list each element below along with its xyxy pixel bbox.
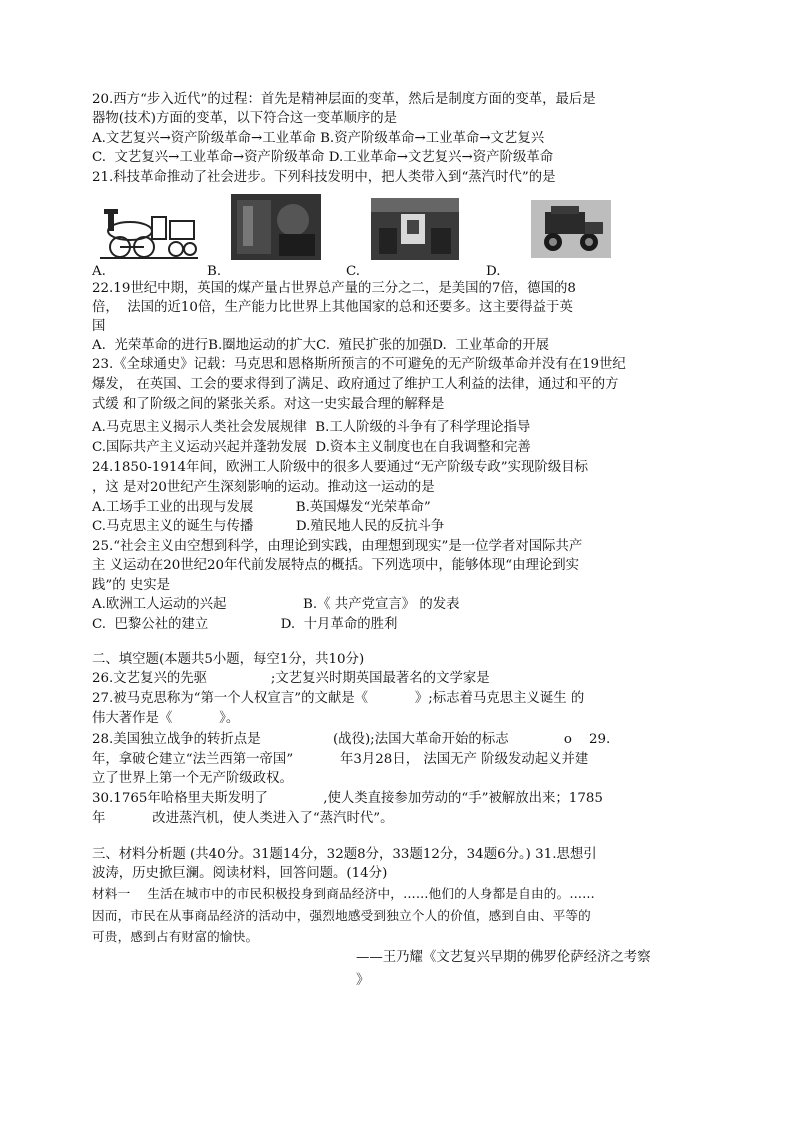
- q21-option-b-label: B.: [207, 264, 222, 279]
- q21-option-c-label: C.: [346, 264, 361, 279]
- q22-stem-line1: 22.19世纪中期，英国的煤产量占世界总产量的三分之二，是美国的7倍，德国的8: [92, 281, 576, 296]
- machine-photo-c: [371, 198, 459, 260]
- q23-stem-line2: 爆发， 在英国、工会的要求得到了满足、政府通过了维护工人利益的法律，通过和平的方: [92, 377, 619, 392]
- q22-options: A. 光荣革命的进行B.圈地运动的扩大C. 殖民扩张的加强D. 工业革命的开展: [92, 338, 550, 353]
- q20-stem-line2: 器物(技术)方面的变革，以下符合这一变革顺序的是: [92, 111, 398, 126]
- q24-stem-line2: ，这 是对20世纪产生深刻影响的运动。推动这一运动的是: [92, 480, 435, 495]
- q25-stem-line1: 25.“社会主义由空想到科学，由理论到实践，由理想到现实”是一位学者对国际共产: [92, 539, 583, 554]
- q21-stem: 21.科技革命推动了社会进步。下列科技发明中，把人类带入到“蒸汽时代”的是: [92, 170, 556, 185]
- q30-line2: 年 改进蒸汽机，使人类进入了“蒸汽时代”。: [92, 811, 394, 826]
- q20-options-cd: C. 文艺复兴→工业革命→资产阶级革命 D.工业革命→文艺复兴→资产阶级革命: [92, 150, 554, 165]
- material-one-line3: 可贵，感到占有财富的愉快。: [92, 929, 259, 944]
- q25-stem-line3: 践”的 史实是: [92, 578, 171, 593]
- q23-stem-line3: 式缓 和了阶级之间的紧张关系。对这一史实最合理的解释是: [92, 397, 445, 412]
- q21-option-a-label: A.: [92, 264, 106, 279]
- machine-photo-b: [231, 194, 321, 260]
- material-one-line2: 因而，市民在从事商品经济的活动中，强烈地感受到独立个人的价值，感到自由、平等的: [92, 908, 591, 923]
- q21-option-d-label: D.: [486, 264, 501, 279]
- q22-stem-line3: 国: [92, 319, 106, 334]
- q27-line2: 伟大著作是《 》。: [92, 711, 240, 726]
- material-source: ——王乃耀《文艺复兴早期的佛罗伦萨经济之考察: [356, 950, 651, 965]
- q23-options-cd: C.国际共产主义运动兴起并蓬勃发展 D.资本主义制度也在自我调整和完善: [92, 440, 531, 455]
- material-source-end: 》: [356, 973, 370, 988]
- q20-stem-line1: 20.西方“步入近代”的过程：首先是精神层面的变革，然后是制度方面的变革，最后是: [92, 92, 596, 107]
- q24-options-cd: C.马克思主义的诞生与传播 D.殖民地人民的反抗斗争: [92, 519, 445, 534]
- part3-title-line2: 波涛，历史掀巨澜。阅读材料，回答问题。(14分): [92, 866, 388, 881]
- material-one-line1: 材料一 生活在城市中的市民积极投身到商品经济中，……他们的人身都是自由的。……: [92, 886, 595, 901]
- q25-options-ab: A.欧洲工人运动的兴起 B.《 共产党宣言》 的发表: [92, 597, 460, 612]
- q20-options-ab: A.文艺复兴→资产阶级革命→工业革命 B.资产阶级革命→工业革命→文艺复兴: [92, 131, 545, 146]
- q28-line1: 28.美国独立战争的转折点是 (战役);法国大革命开始的标志 o 29.: [92, 732, 611, 747]
- q25-stem-line2: 主 义运动在20世纪20年代前发展特点的概括。下列选项中，能够体现“由理论到实: [92, 558, 580, 573]
- q27-line1: 27.被马克思称为“第一个人权宣言”的文献是《 》;标志着马克思主义诞生 的: [92, 691, 585, 706]
- q30-line1: 30.1765年哈格里夫斯发明了 ,使人类直接参加劳动的“手”被解放出来；1785: [92, 791, 603, 806]
- q26: 26.文艺复兴的先驱 ;文艺复兴时期英国最著名的文学家是: [92, 671, 490, 686]
- q24-stem-line1: 24.1850-1914年间，欧洲工人阶级中的很多人要通过“无产阶级专政”实现阶级目标: [92, 460, 588, 475]
- q28-line2: 年，拿破仑建立“法兰西第一帝国” 年3月28日， 法国无产 阶级发动起义并建: [92, 752, 589, 767]
- q22-stem-line2: 倍， 法国的近10倍，生产能力比世界上其他国家的总和还要多。这主要得益于英: [92, 300, 573, 315]
- q23-options-ab: A.马克思主义揭示人类社会发展规律 B.工人阶级的斗争有了科学理论指导: [92, 420, 531, 435]
- automobile-photo-d: [531, 200, 611, 258]
- locomotive-image: [100, 195, 198, 263]
- part2-title: 二、填空题(本题共5小题，每空1分，共10分): [92, 652, 365, 667]
- q28-line3: 立了世界上第一个无产阶级政权。: [92, 771, 293, 786]
- q23-stem-line1: 23.《全球通史》记载：马克思和恩格斯所预言的不可避免的无产阶级革命并没有在19世纪: [92, 357, 626, 372]
- q24-options-ab: A.工场手工业的出现与发展 B.英国爆发“光荣革命”: [92, 500, 431, 515]
- part3-title-line1: 三、材料分析题 (共40分。31题14分，32题8分，33题12分，34题6分。) 31.思想引: [92, 847, 597, 862]
- q25-options-cd: C. 巴黎公社的建立 D. 十月革命的胜利: [92, 617, 398, 632]
